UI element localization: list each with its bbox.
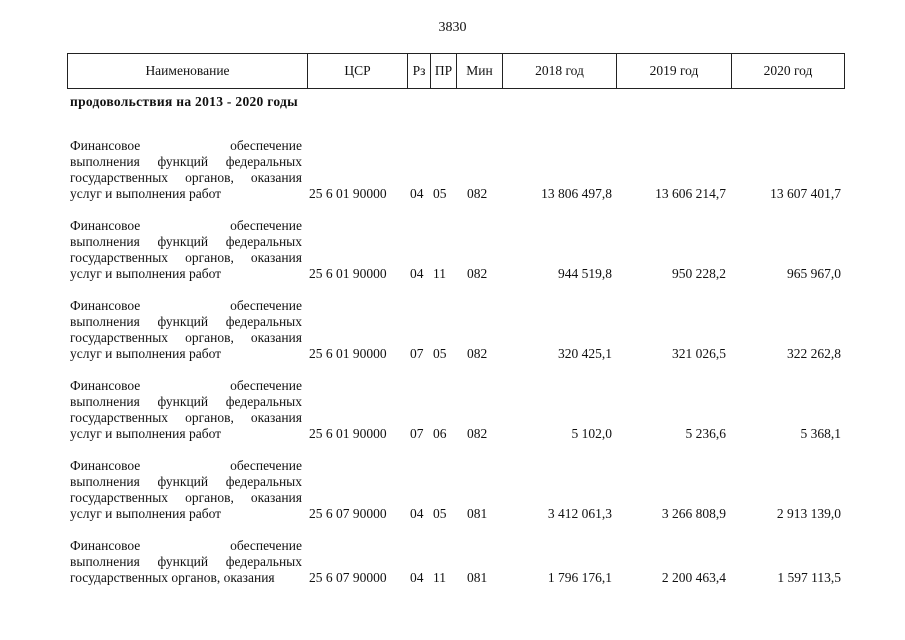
row-2020: 5 368,1	[800, 426, 841, 441]
row-name-line: Финансовое обеспечение	[70, 138, 302, 153]
row-2019: 321 026,5	[672, 346, 726, 361]
row-name	[70, 458, 302, 522]
row-csr: 25 6 07 90000	[309, 570, 387, 585]
row-name-line: выполнения функций федеральных	[70, 554, 302, 569]
row-2019: 950 228,2	[672, 266, 726, 281]
row-2018: 13 806 497,8	[541, 186, 612, 201]
header-csr: ЦСР	[308, 54, 408, 88]
row-name-line: государственных органов, оказания	[70, 490, 302, 505]
row-name	[70, 298, 302, 362]
row-name-line: государственных органов, оказания	[70, 250, 302, 265]
row-min: 081	[467, 570, 488, 585]
row-name-line: государственных органов, оказания	[70, 170, 302, 185]
row-2019: 5 236,6	[685, 426, 726, 441]
row-name-line: Финансовое обеспечение	[70, 298, 302, 313]
row-2020: 965 967,0	[787, 266, 841, 281]
row-2018: 944 519,8	[558, 266, 612, 281]
row-rz: 07	[410, 426, 424, 441]
row-name	[70, 138, 302, 202]
row-name-line: выполнения функций федеральных	[70, 234, 302, 249]
row-2018: 1 796 176,1	[547, 570, 612, 585]
row-rz: 04	[410, 266, 424, 281]
row-2020: 13 607 401,7	[770, 186, 841, 201]
row-min: 081	[467, 506, 488, 521]
row-name-line: услуг и выполнения работ	[70, 346, 222, 361]
row-pr: 11	[433, 570, 446, 585]
row-name-line: Финансовое обеспечение	[70, 538, 302, 553]
row-name-line: услуг и выполнения работ	[70, 266, 222, 281]
row-min: 082	[467, 426, 488, 441]
row-pr: 06	[433, 426, 447, 441]
row-name-line: услуг и выполнения работ	[70, 426, 222, 441]
row-min: 082	[467, 186, 488, 201]
row-name-line: государственных органов, оказания	[70, 330, 302, 345]
row-rz: 04	[410, 186, 424, 201]
header-rz: Рз	[408, 54, 431, 88]
row-rz: 07	[410, 346, 424, 361]
header-2019: 2019 год	[617, 54, 732, 88]
row-name	[70, 218, 302, 282]
header-min: Мин	[457, 54, 503, 88]
row-pr: 05	[433, 186, 447, 201]
row-2019: 13 606 214,7	[655, 186, 726, 201]
header-2020: 2020 год	[763, 63, 813, 78]
header-name: Наименование	[68, 54, 308, 88]
row-csr: 25 6 07 90000	[309, 506, 387, 521]
row-name	[70, 378, 302, 442]
row-2019: 2 200 463,4	[661, 570, 726, 585]
row-csr: 25 6 01 90000	[309, 346, 387, 361]
row-name-line: Финансовое обеспечение	[70, 218, 302, 233]
row-rz: 04	[410, 506, 424, 521]
row-name-line: Финансовое обеспечение	[70, 458, 302, 473]
row-2019: 3 266 808,9	[661, 506, 726, 521]
row-2018: 3 412 061,3	[547, 506, 612, 521]
row-2018: 320 425,1	[558, 346, 612, 361]
row-name-line: выполнения функций федеральных	[70, 394, 302, 409]
table-header	[67, 53, 845, 89]
row-name-line: Финансовое обеспечение	[70, 378, 302, 393]
row-name-line: услуг и выполнения работ	[70, 186, 222, 201]
continued-section-title: продовольствия на 2013 - 2020 годы	[70, 94, 298, 109]
row-csr: 25 6 01 90000	[309, 426, 387, 441]
row-csr: 25 6 01 90000	[309, 266, 387, 281]
row-csr: 25 6 01 90000	[309, 186, 387, 201]
row-name-line: государственных органов, оказания	[70, 570, 275, 585]
page-number: 3830	[438, 20, 467, 35]
row-rz: 04	[410, 570, 424, 585]
row-2020: 322 262,8	[787, 346, 841, 361]
header-2018: 2018 год	[503, 54, 617, 88]
row-name	[70, 538, 302, 586]
row-min: 082	[467, 266, 488, 281]
row-name-line: услуг и выполнения работ	[70, 506, 222, 521]
row-2020: 1 597 113,5	[777, 570, 841, 585]
row-name-line: выполнения функций федеральных	[70, 474, 302, 489]
row-2020: 2 913 139,0	[776, 506, 841, 521]
row-name-line: выполнения функций федеральных	[70, 154, 302, 169]
row-pr: 05	[433, 506, 447, 521]
header-pr: ПР	[431, 54, 457, 88]
row-name-line: государственных органов, оказания	[70, 410, 302, 425]
row-name-line: выполнения функций федеральных	[70, 314, 302, 329]
row-min: 082	[467, 346, 488, 361]
row-2018: 5 102,0	[571, 426, 612, 441]
row-pr: 05	[433, 346, 447, 361]
row-pr: 11	[433, 266, 446, 281]
